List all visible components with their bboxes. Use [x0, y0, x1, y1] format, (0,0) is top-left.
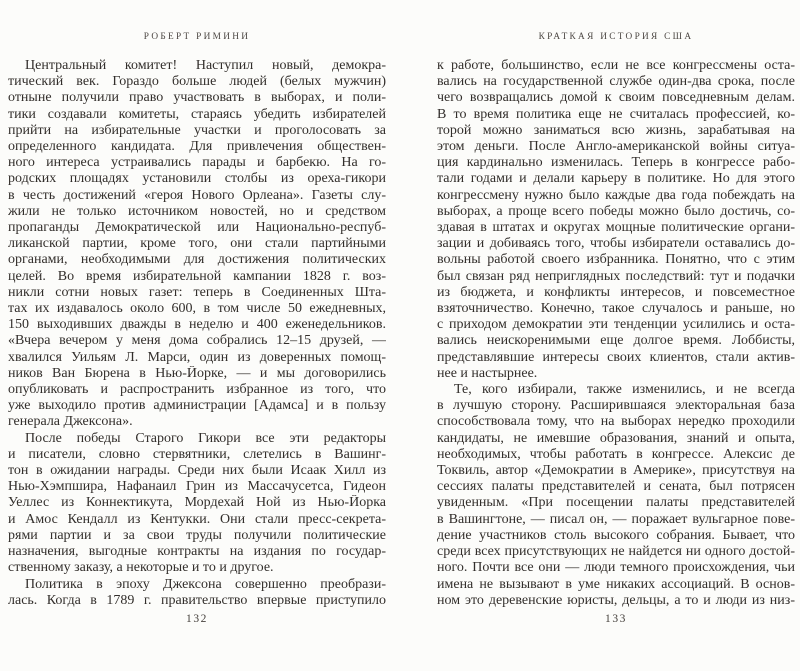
text-line: тон в ожидании награды. Среди них были Исаак Хилл из [8, 463, 386, 479]
text-line: Те, кого избирали, также изменились, и не всегда [454, 382, 795, 398]
text-line: назначения, выгодные контракты на издания по государ- [8, 544, 386, 560]
text-line: уже выходило против администрации [Адамса] и в пользу [8, 398, 386, 414]
text-line: нее и настырнее. [437, 365, 538, 381]
text-line: конгрессмену нужно было каждые два года побеждать на [437, 187, 795, 203]
text-line: Политика в эпоху Джексона совершенно преобрази- [25, 576, 386, 592]
text-line: сессиях палаты представителей и сената, был потрясен [437, 479, 795, 495]
text-line: и Амос Кендалл из Кентукки. Они стали пресс-секрета- [8, 511, 386, 527]
text-line: в честь достижений «героя Нового Орлеана». Газеты слу- [8, 187, 386, 203]
running-header-book-title: КРАТКАЯ ИСТОРИЯ США [538, 32, 694, 42]
text-line: здавая в штатах и округах мощные политические органи- [437, 220, 795, 236]
text-line: в лучшую сторону. Расширившаяся электоральная база [437, 398, 795, 414]
text-line: ном это деревенские юристы, дельцы, а то и люди из низ- [437, 592, 795, 608]
text-line: в Вашингтоне, — писал он, — поражает вульгарное пове- [437, 511, 795, 527]
text-line: генерала Джексона». [8, 414, 133, 430]
text-line: зации и добиваясь того, чтобы избиратели оставались до- [437, 236, 795, 252]
text-line: был связан ряд неприглядных последствий: тут и подачки [437, 268, 795, 284]
text-line: никли сотни новых газет: теперь в Соединенных Шта- [8, 284, 386, 300]
text-line: опубликовать и распространить избранное из того, что [8, 382, 386, 398]
text-line: хвалился Уильям Л. Марси, один из доверенных помощ- [8, 349, 386, 365]
text-line: ников Ван Бюрена в Нью-Йорке, — и мы договорились [8, 365, 386, 381]
text-line: тический век. Гораздо больше людей (белых мужчин) [8, 74, 386, 90]
text-line: 150 выходивших дважды в неделю и 400 еженедельников. [8, 317, 386, 333]
paragraph [437, 58, 795, 382]
text-line: этом деньги. После Англо-американской войны ситуа- [437, 139, 795, 155]
page-number-right: 133 [604, 613, 628, 625]
text-line: Нью-Хэмпшира, Нафанаил Грин из Массачусетса, Гидеон [8, 479, 386, 495]
text-line: родских площадях установили столбы из ореха-гикори [8, 171, 386, 187]
text-line: После победы Старого Гикори все эти редакторы [25, 430, 386, 446]
text-line: вались неискоренимыми еще долгое время. Лоббисты, [437, 333, 795, 349]
text-line: пропаганды Демократической или Национально-респуб- [8, 220, 386, 236]
text-line: лась. Когда в 1789 г. правительство впервые приступило [8, 592, 386, 608]
text-line: ликанской партии, кроме того, они стали партийными [8, 236, 386, 252]
text-line: вались на государственной службе один-два срока, после [437, 74, 795, 90]
text-line: «Вчера вечером у меня дома собрались 12–15 друзей, — [8, 333, 386, 349]
text-line: вольны работой своего избранника. Понятно, что с этим [437, 252, 795, 268]
text-line: увиденным. «При посещении палаты представителей [437, 495, 795, 511]
text-line: взяточничество. Конечно, такое случалось и раньше, но [437, 301, 795, 317]
text-line: жили не только источником новостей, но и средством [8, 203, 386, 219]
text-line: органами, необходимыми для достижения политических [8, 252, 386, 268]
text-line: определенного кандидата. Для привлечения обществен- [8, 139, 386, 155]
text-line: и писатели, словно стервятники, слетелись в Вашинг- [8, 446, 386, 462]
text-line: тах их издавалось около 600, в том числе 50 ежедневных, [8, 301, 386, 317]
text-line: к работе, большинство, если не все конгрессмены оста- [437, 58, 795, 73]
text-line: с приходом демократии эти тенденции усилились и оста- [437, 317, 795, 333]
paragraph [8, 577, 386, 609]
text-line: тали годами и делали карьеру в политике. Но для этого [437, 171, 795, 187]
text-line: из бюджета, и конфликты интересов, и повсеместное [437, 284, 795, 300]
text-line: ного интереса устраивались парады и барбекю. На го- [8, 155, 386, 171]
text-line: дение участников столь высокого собрания. Бывает, что [437, 527, 795, 543]
text-line: ственному заказу, а некоторые и то и другое. [8, 560, 274, 576]
text-line: представлявшие интересы своих клиентов, стали актив- [437, 349, 795, 365]
text-line: В то время политика еще не считалась профессией, ко- [437, 106, 795, 122]
page-right [437, 0, 795, 671]
text-line: целей. Во время избирательной кампании 1828 г. воз- [8, 268, 386, 284]
text-line: способствовала тому, что на выборах нередко проходили [437, 414, 795, 430]
text-line: чего возвращались домой к своим повседневным делам. [437, 90, 795, 106]
paragraph [8, 431, 386, 577]
text-line: торой можно заниматься всю жизнь, зарабатывая на [437, 122, 795, 138]
text-line: отныне получили право участвовать в выборах, и поли- [8, 90, 386, 106]
text-line: прийти на избирательные участки и проголосовать за [8, 122, 386, 138]
text-line: Центральный комитет! Наступил новый, демокра- [25, 58, 386, 73]
text-line: ция кардинально изменилась. Теперь в конгрессе рабо- [437, 155, 795, 171]
running-header-author: РОБЕРТ РИМИНИ [143, 32, 251, 42]
text-line: ного. Почти все они — люди темного происхождения, чьи [437, 560, 795, 576]
paragraph [8, 58, 386, 431]
paragraph [437, 382, 795, 609]
text-line: кандидаты, не имевшие образования, знаний и опыта, [437, 430, 795, 446]
text-line: необходимых, чтобы работать в конгрессе. Алексис де [437, 446, 795, 462]
text-line: среди всех присутствующих не найдется ни одного достой- [437, 544, 795, 560]
page-body-right [437, 58, 795, 609]
text-line: Токвиль, автор «Демократии в Америке», присутствуя на [437, 463, 795, 479]
page-left [8, 0, 386, 671]
page-body-left [8, 58, 386, 609]
page-number-left: 132 [185, 613, 209, 625]
text-line: тики создавали комитеты, стараясь убедить избирателей [8, 106, 386, 122]
text-line: рями партии и за свои труды получили политические [8, 527, 386, 543]
text-line: выборах, а проще всего победы можно было достичь, со- [437, 203, 795, 219]
text-line: имена не вызывают в уме никаких ассоциаций. В основ- [437, 576, 795, 592]
text-line: Уеллес из Коннектикута, Мордехай Ной из Нью-Йорка [8, 495, 386, 511]
